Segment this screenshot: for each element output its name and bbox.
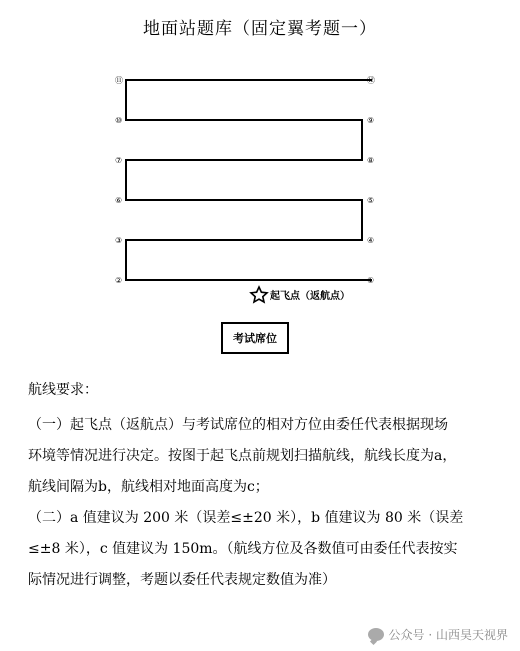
requirements-body [28, 410, 498, 596]
requirement-line: （一）起飞点（返航点）与考试席位的相对方位由委任代表根据现场 [28, 417, 448, 433]
star-icon [251, 287, 267, 302]
waypoint-7: ⑦ [115, 156, 123, 165]
waypoint-2: ② [115, 276, 123, 285]
requirement-line: ≤±8 米），c 值建议为 150m。（航线方位及各数值可由委任代表按实 [28, 541, 458, 557]
waypoint-8: ⑧ [367, 156, 375, 165]
requirement-line: 航线间隔为b，航线相对地面高度为c； [28, 479, 269, 495]
flight-route-diagram [0, 60, 520, 310]
watermark-text: 公众号 · 山西昊天视界 [388, 628, 508, 642]
wechat-icon [368, 628, 384, 641]
watermark [368, 626, 508, 643]
waypoint-4: ④ [367, 236, 375, 245]
exam-seat-label: 考试席位 [233, 332, 277, 345]
start-point-label: 起飞点（返航点） [270, 291, 350, 302]
waypoint-3: ③ [115, 236, 123, 245]
waypoint-12: ⑫ [367, 76, 375, 85]
waypoint-5: ⑤ [367, 196, 375, 205]
waypoint-11: ⑪ [115, 76, 123, 85]
waypoint-1: ① [367, 276, 375, 285]
waypoint-6: ⑥ [115, 196, 123, 205]
waypoint-9: ⑨ [367, 116, 375, 125]
requirement-line: 际情况进行调整，考题以委任代表规定数值为准） [28, 572, 336, 588]
requirements-heading: 航线要求： [28, 382, 98, 398]
requirement-line: （二）a 值建议为 200 米（误差≤±20 米），b 值建议为 80 米（误差 [28, 510, 464, 526]
page-title: 地面站题库（固定翼考题一） [143, 19, 377, 39]
exam-seat-box [221, 322, 289, 354]
requirement-line: 环境等情况进行决定。按图于起飞点前规划扫描航线，航线长度为a， [28, 448, 457, 464]
waypoint-10: ⑩ [115, 116, 123, 125]
